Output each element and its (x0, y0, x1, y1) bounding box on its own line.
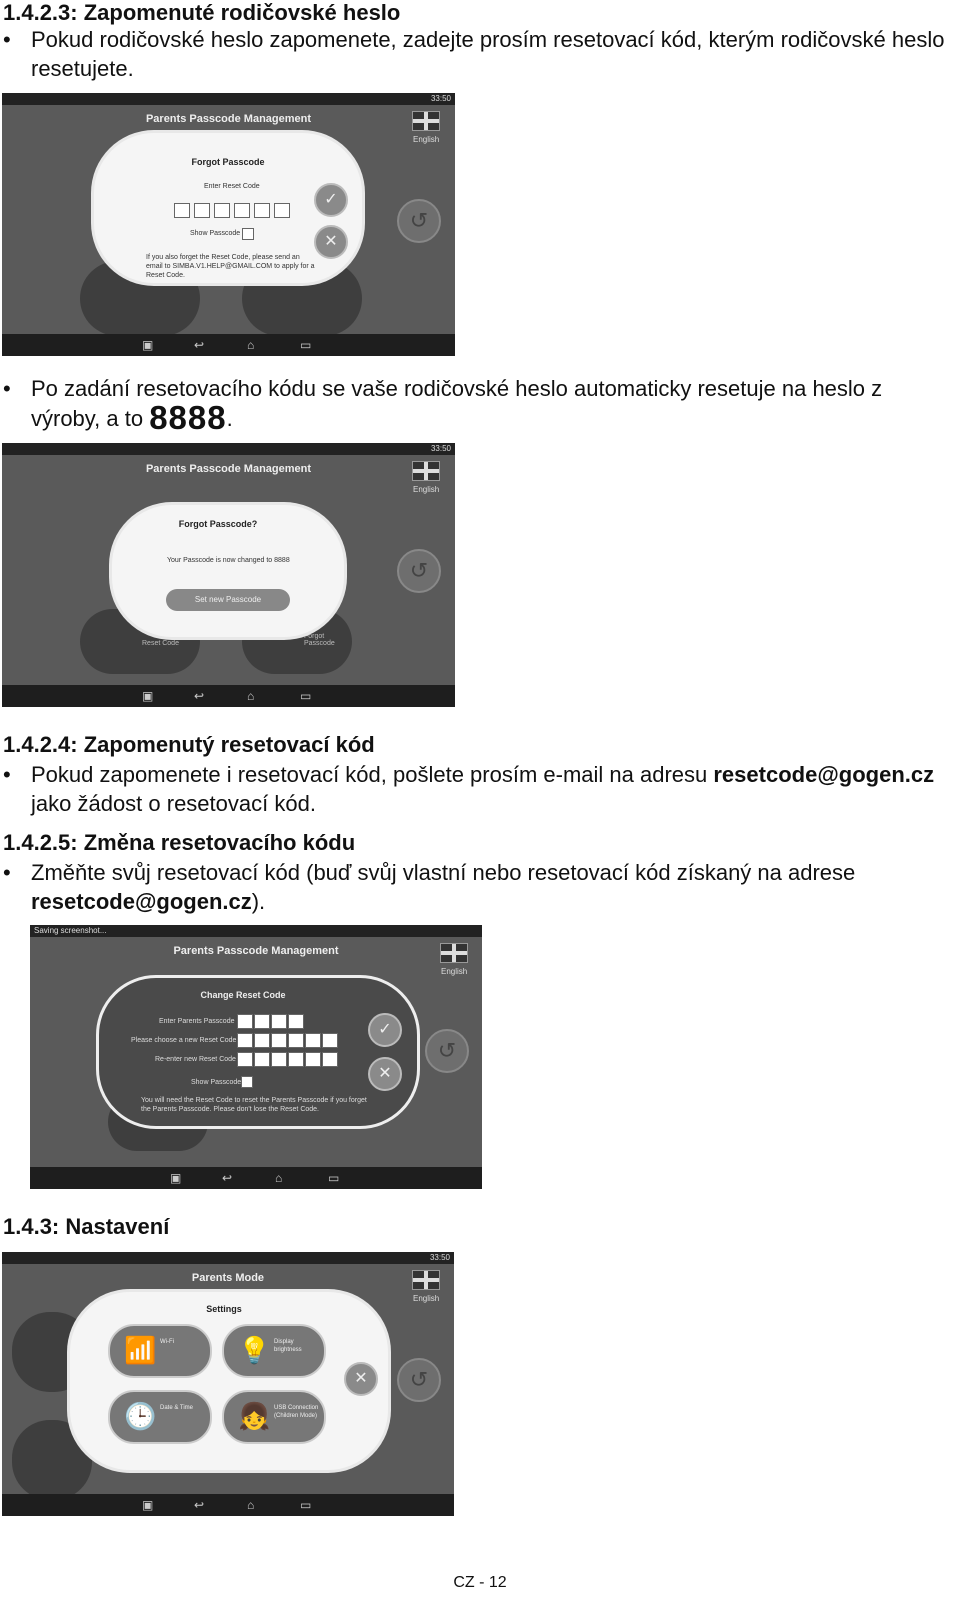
cancel-x-icon[interactable]: ✕ (314, 225, 348, 259)
screenshot-icon[interactable]: ▣ (142, 689, 154, 703)
forgot-note: If you also forget the Reset Code, please send an email to SIMBA.V1.HELP@GMAIL.COM to apply for a Reset Code. (146, 254, 315, 279)
usb-connection-button[interactable] (222, 1390, 326, 1444)
clock: 33:50 (429, 1253, 450, 1262)
code-digit-4[interactable] (234, 203, 250, 218)
change-reset-code-dialog (96, 975, 420, 1129)
display-brightness-button[interactable] (222, 1324, 326, 1378)
language-label: English (413, 1294, 440, 1303)
dialog-title: Forgot Passcode? (178, 519, 258, 529)
reenter-digit-6[interactable] (322, 1052, 338, 1067)
code-digit-6[interactable] (274, 203, 290, 218)
page-number: CZ - 12 (453, 1574, 507, 1591)
passcode-digit-4[interactable] (288, 1014, 304, 1029)
screen-title: Parents Mode (191, 1272, 265, 1284)
android-nav-bar (2, 334, 455, 356)
bullet-end: jako žádost o resetovací kód. (31, 791, 316, 816)
status-bar (2, 1252, 454, 1264)
home-icon[interactable]: ⌂ (247, 1498, 255, 1512)
bullet-reset-result (3, 374, 953, 436)
bg-forgot-label: Forgot Passcode (304, 633, 335, 647)
uk-flag-icon[interactable] (412, 111, 440, 131)
back-round-icon[interactable]: ↺ (397, 199, 441, 243)
saving-status: Saving screenshot... (34, 926, 107, 935)
wifi-label: Wi-Fi (160, 1339, 174, 1345)
bullet-change-reset-code (3, 858, 953, 916)
bullet-mark: • (3, 762, 11, 787)
status-bar (30, 925, 482, 937)
passcode-changed-dialog (112, 505, 344, 637)
date-time-button[interactable] (108, 1390, 212, 1444)
screen-title: Parents Passcode Management (145, 113, 312, 125)
language-label: English (441, 967, 468, 976)
recents-icon[interactable]: ▭ (328, 1171, 340, 1185)
language-label: English (413, 135, 440, 144)
reset-email: resetcode@gogen.cz (713, 762, 935, 787)
close-x-icon[interactable]: ✕ (344, 1362, 378, 1396)
usb-children-icon: 👧 (238, 1401, 271, 1431)
usb-label: USB Connection (Children Mode) (274, 1405, 319, 1419)
reenter-digit-5[interactable] (305, 1052, 321, 1067)
new-code-digit-5[interactable] (305, 1033, 321, 1048)
bullet-end: . (226, 406, 233, 431)
reenter-digit-2[interactable] (254, 1052, 270, 1067)
uk-flag-icon[interactable] (412, 1270, 440, 1290)
factory-passcode: 8888 (149, 399, 227, 436)
screenshot-forgot-passcode (2, 93, 455, 356)
screenshot-icon[interactable]: ▣ (142, 1498, 154, 1512)
bullet-text: Pokud zapomenete i resetovací kód, pošlete prosím e-mail na adresu (31, 762, 714, 787)
dialog-title: Change Reset Code (200, 990, 286, 1000)
screenshot-settings (2, 1252, 454, 1516)
uk-flag-icon[interactable] (440, 943, 468, 963)
heading-settings: 1.4.3: Nastavení (3, 1214, 170, 1239)
reenter-digit-4[interactable] (288, 1052, 304, 1067)
passcode-digit-1[interactable] (237, 1014, 253, 1029)
language-label: English (413, 485, 440, 494)
back-icon[interactable]: ↩ (194, 338, 205, 352)
show-passcode-checkbox[interactable] (241, 1076, 253, 1088)
recents-icon[interactable]: ▭ (300, 1498, 312, 1512)
bullet-text: Po zadání resetovacího kódu se vaše rodičovské heslo automaticky resetuje na heslo z výroby, a to (31, 376, 883, 431)
back-round-icon[interactable]: ↺ (397, 1358, 441, 1402)
home-icon[interactable]: ⌂ (275, 1171, 283, 1185)
screenshot-passcode-changed (2, 443, 455, 707)
new-reset-code-label: Please choose a new Reset Code (131, 1037, 237, 1044)
back-round-icon[interactable]: ↺ (425, 1029, 469, 1073)
new-code-digit-3[interactable] (271, 1033, 287, 1048)
code-digit-3[interactable] (214, 203, 230, 218)
clock-icon: 🕒 (124, 1401, 157, 1431)
dialog-title: Settings (206, 1304, 242, 1314)
code-digit-2[interactable] (194, 203, 210, 218)
bullet-forgot-passcode (3, 25, 953, 83)
home-icon[interactable]: ⌂ (247, 689, 255, 703)
bullet-end: ). (251, 889, 266, 914)
android-nav-bar (30, 1167, 482, 1189)
heading-forgot-reset-code: 1.4.2.4: Zapomenutý resetovací kód (3, 732, 375, 757)
bg-reset-code-label: Reset Code (142, 640, 179, 647)
home-icon[interactable]: ⌂ (247, 338, 255, 352)
enter-parents-passcode-label: Enter Parents Passcode (159, 1018, 235, 1025)
reenter-digit-3[interactable] (271, 1052, 287, 1067)
bulb-icon: 💡 (238, 1335, 271, 1365)
wifi-icon: 📶 (124, 1335, 157, 1365)
screenshot-icon[interactable]: ▣ (170, 1171, 182, 1185)
passcode-digit-3[interactable] (271, 1014, 287, 1029)
new-code-digit-4[interactable] (288, 1033, 304, 1048)
new-code-digit-2[interactable] (254, 1033, 270, 1048)
reenter-digit-1[interactable] (237, 1052, 253, 1067)
reset-email: resetcode@gogen.cz (31, 889, 252, 914)
set-new-passcode-button[interactable]: Set new Passcode (166, 589, 290, 611)
recents-icon[interactable]: ▭ (300, 338, 312, 352)
heading-forgot-passcode: 1.4.2.3: Zapomenuté rodičovské heslo (3, 0, 401, 25)
clock: 33:50 (430, 444, 451, 453)
android-nav-bar (2, 685, 455, 707)
settings-dialog (70, 1292, 388, 1470)
date-label: Date & Time (160, 1405, 194, 1411)
new-code-digit-6[interactable] (322, 1033, 338, 1048)
new-code-digit-1[interactable] (237, 1033, 253, 1048)
uk-flag-icon[interactable] (412, 461, 440, 481)
status-bar (2, 443, 455, 455)
show-passcode-label: Show Passcode (190, 230, 241, 237)
confirm-check-icon[interactable]: ✓ (314, 183, 348, 217)
bullet-mark: • (3, 376, 11, 401)
back-icon[interactable]: ↩ (194, 689, 205, 703)
bullet-mark: • (3, 27, 11, 52)
back-icon[interactable]: ↩ (222, 1171, 233, 1185)
bullet-text: Změňte svůj resetovací kód (buď svůj vlastní nebo resetovací kód získaný na adrese (31, 860, 856, 885)
screen-title: Parents Passcode Management (145, 463, 312, 475)
heading-change-reset-code: 1.4.2.5: Změna resetovacího kódu (3, 830, 356, 855)
bullet-mark: • (3, 860, 11, 885)
reenter-reset-code-label: Re-enter new Reset Code (155, 1056, 236, 1063)
cancel-x-icon[interactable]: ✕ (368, 1057, 402, 1091)
show-passcode-label: Show Passcode (191, 1079, 242, 1086)
passcode-digit-2[interactable] (254, 1014, 270, 1029)
display-label: Display brightness (274, 1339, 302, 1353)
bullet-text: Pokud rodičovské heslo zapomenete, zadejte prosím resetovací kód, kterým rodičovské heslo resetujete. (31, 27, 945, 81)
recents-icon[interactable]: ▭ (300, 689, 312, 703)
passcode-changed-message: Your Passcode is now changed to 8888 (167, 557, 290, 564)
back-icon[interactable]: ↩ (194, 1498, 205, 1512)
code-digit-1[interactable] (174, 203, 190, 218)
code-digit-5[interactable] (254, 203, 270, 218)
status-bar (2, 93, 455, 105)
android-nav-bar (2, 1494, 454, 1516)
back-round-icon[interactable]: ↺ (397, 549, 441, 593)
screenshot-change-reset-code (30, 925, 482, 1189)
confirm-check-icon[interactable]: ✓ (368, 1013, 402, 1047)
clock: 33:50 (430, 94, 451, 103)
show-passcode-checkbox[interactable] (242, 228, 254, 240)
bullet-forgot-reset-code (3, 760, 953, 818)
screenshot-icon[interactable]: ▣ (142, 338, 154, 352)
screen-title: Parents Passcode Management (173, 945, 339, 957)
reset-code-note: You will need the Reset Code to reset the Parents Passcode if you forget the Parents Passcode. Please don't lose the Reset Code. (141, 1097, 367, 1113)
enter-reset-code-label: Enter Reset Code (204, 183, 260, 190)
wifi-button[interactable] (108, 1324, 212, 1378)
dialog-title: Forgot Passcode (191, 157, 265, 167)
